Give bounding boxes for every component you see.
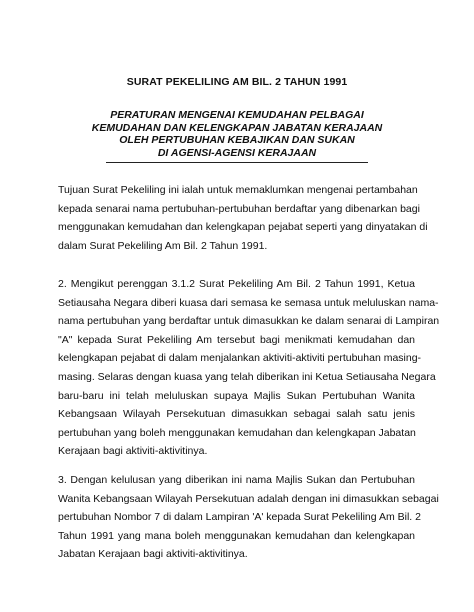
title-underline xyxy=(106,162,368,163)
paragraph-line: pertubuhan Nombor 7 di dalam Lampiran 'A' kepada Surat Pekeliling Am Bil. 2 xyxy=(58,511,421,524)
paragraph-line: Tahun 1991 yang mana boleh menggunakan kemudahan dan kelengkapan xyxy=(58,529,415,542)
paragraph-line: pertubuhan yang boleh menggunakan kemudahan dan kelengkapan Jabatan xyxy=(58,426,416,439)
paragraph-line: Kebangsaan Wilayah Persekutuan dimasukkan sebagai salah satu jenis xyxy=(58,408,415,421)
paragraph-line: menggunakan kemudahan dan kelengkapan pejabat seperti yang dinyatakan di xyxy=(58,221,428,234)
paragraph-line: masing. Selaras dengan kuasa yang telah diberikan ini Ketua Setiausaha Negara xyxy=(58,370,436,383)
paragraph-1 xyxy=(58,181,428,255)
subtitle-line: PERATURAN MENGENAI KEMUDAHAN PELBAGAI xyxy=(110,109,364,121)
subtitle-line: KEMUDAHAN DAN KELENGKAPAN JABATAN KERAJAAN xyxy=(91,121,383,134)
paragraph-line: Kerajaan bagi aktiviti-aktivitinya. xyxy=(58,445,208,458)
document-subtitle xyxy=(0,109,474,159)
document-title: SURAT PEKELILING AM BIL. 2 TAHUN 1991 xyxy=(126,76,348,88)
paragraph-3 xyxy=(58,471,439,564)
paragraph-line: Tujuan Surat Pekeliling ini ialah untuk memaklumkan mengenai pertambahan xyxy=(58,184,418,196)
paragraph-line: baru-baru ini telah meluluskan supaya Majlis Sukan Pertubuhan Wanita xyxy=(58,389,415,402)
subtitle-line: OLEH PERTUBUHAN KEBAJIKAN DAN SUKAN xyxy=(119,134,355,146)
paragraph-line: kepada senarai nama pertubuhan-pertubuhan berdaftar yang dibenarkan bagi xyxy=(58,202,420,215)
paragraph-line: 3. Dengan kelulusan yang diberikan ini nama Majlis Sukan dan Pertubuhan xyxy=(58,474,415,486)
paragraph-line: nama pertubuhan yang berdaftar untuk dimasukkan ke dalam senarai di Lampiran xyxy=(58,315,440,328)
paragraph-line: dalam Surat Pekeliling Am Bil. 2 Tahun 1991. xyxy=(58,239,268,252)
paragraph-line: "A" kepada Surat Pekeliling Am tersebut bagi menikmati kemudahan dan xyxy=(58,333,415,346)
paragraph-line: Jabatan Kerajaan bagi aktiviti-aktivitinya. xyxy=(58,548,248,561)
subtitle-line: DI AGENSI-AGENSI KERAJAAN xyxy=(157,146,317,159)
paragraph-line: 2. Mengikut perenggan 3.1.2 Surat Pekeliling Am Bil. 2 Tahun 1991, Ketua xyxy=(58,278,415,290)
paragraph-line: kelengkapan pejabat di dalam menjalankan aktiviti-aktiviti pertubuhan masing- xyxy=(58,352,422,365)
paragraph-line: Wanita Kebangsaan Wilayah Persekutuan adalah dengan ini dimasukkan sebagai xyxy=(58,492,439,505)
paragraph-line: Setiausaha Negara diberi kuasa dari semasa ke semasa untuk meluluskan nama- xyxy=(58,296,439,309)
paragraph-2 xyxy=(58,275,440,461)
